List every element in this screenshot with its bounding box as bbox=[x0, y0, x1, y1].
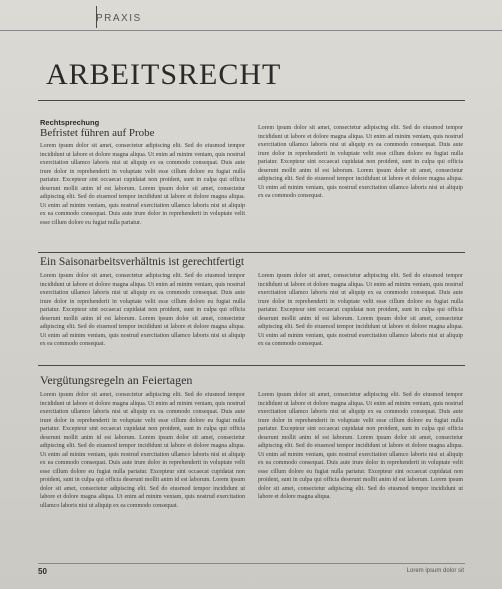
article-body-left: Lorem ipsum dolor sit amet, consectetur adipiscing elit. Sed do eiusmod tempor incididunt ut labore et dolore magna aliqua. Ut enim ad minim veniam, quis nostrud exercitation ullamco laboris nisi ut aliquip ex ea commodo consequat. Duis aute irure dolor in reprehenderit in voluptate velit esse cillum dolore eu fugiat nulla pariatur. Excepteur sint occaecat cupidatat non proident, sunt in culpa qui officia deserunt mollit anim id est laborum. Lorem ipsum dolor sit amet, consectetur adipiscing elit. Sed do eiusmod tempor incididunt ut labore et dolore magna aliqua. Ut enim ad minim veniam, quis nostrud exercitation ullamco laboris nisi ut aliquip ex ea commodo consequat. bbox=[40, 273, 245, 347]
article-heading: Vergütungsregeln an Feiertagen bbox=[40, 373, 193, 387]
footer-source: Lorem ipsum dolor sit bbox=[406, 568, 464, 574]
page-number: 50 bbox=[38, 567, 47, 576]
top-rule bbox=[0, 30, 502, 31]
article-body-left: Lorem ipsum dolor sit amet, consectetur adipiscing elit. Sed do eiusmod tempor incididunt ut labore et dolore magna aliqua. Ut enim ad minim veniam, quis nostrud exercitation ullamco laboris nisi ut aliquip ex ea commodo consequat. Duis aute irure dolor in reprehenderit in voluptate velit esse cillum dolore eu fugiat nulla pariatur. Excepteur sint occaecat cupidatat non proident, sunt in culpa qui officia deserunt mollit anim id est laborum. Lorem ipsum dolor sit amet, consectetur adipiscing elit. Sed do eiusmod tempor incididunt ut labore et dolore magna aliqua. Ut enim ad minim veniam, quis nostrud exercitation ullamco laboris nisi ut aliquip ex ea commodo consequat. Duis aute irure dolor in reprehenderit in voluptate velit esse cillum dolore eu fugiat nulla pariatur. Excepteur sint occaecat cupidatat non proident, sunt in culpa qui officia deserunt mollit anim id est laborum. Lorem ipsum dolor sit amet, consectetur adipiscing elit. Sed do eiusmod tempor incididunt ut labore et dolore magna aliqua. Ut enim ad minim veniam, quis nostrud exercitation ullamco laboris nisi ut aliquip ex ea commodo consequat. bbox=[40, 392, 245, 509]
section-divider bbox=[38, 365, 465, 366]
section-label: PRAXIS bbox=[96, 13, 142, 24]
page-title: ARBEITSRECHT bbox=[46, 58, 282, 91]
kicker: Rechtsprechung bbox=[40, 118, 100, 127]
footer-rule bbox=[38, 563, 465, 564]
title-rule bbox=[38, 100, 465, 101]
article-heading: Befristet führen auf Probe bbox=[40, 127, 155, 139]
article-body-right: Lorem ipsum dolor sit amet, consectetur adipiscing elit. Sed do eiusmod tempor incididunt ut labore et dolore magna aliqua. Ut enim ad minim veniam, quis nostrud exercitation ullamco laboris nisi ut aliquip ex ea commodo consequat. Duis aute irure dolor in reprehenderit in voluptate velit esse cillum dolore eu fugiat nulla pariatur. Excepteur sint occaecat cupidatat non proident, sunt in culpa qui officia deserunt mollit anim id est laborum. Lorem ipsum dolor sit amet, consectetur adipiscing elit. Sed do eiusmod tempor incididunt ut labore et dolore magna aliqua. Ut enim ad minim veniam, quis nostrud exercitation ullamco laboris nisi ut aliquip ex ea commodo consequat. Duis aute irure dolor in reprehenderit in voluptate velit esse cillum dolore eu fugiat nulla pariatur. Excepteur sint occaecat cupidatat non proident, sunt in culpa qui officia deserunt mollit anim id est laborum. Lorem ipsum dolor sit amet, consectetur adipiscing elit. Sed do eiusmod tempor incididunt ut labore et dolore magna aliqua. bbox=[258, 392, 463, 500]
section-divider bbox=[38, 252, 465, 253]
article-body-right: Lorem ipsum dolor sit amet, consectetur adipiscing elit. Sed do eiusmod tempor incididunt ut labore et dolore magna aliqua. Ut enim ad minim veniam, quis nostrud exercitation ullamco laboris nisi ut aliquip ex ea commodo consequat. Duis aute irure dolor in reprehenderit in voluptate velit esse cillum dolore eu fugiat nulla pariatur. Excepteur sint occaecat cupidatat non proident, sunt in culpa qui officia deserunt mollit anim id est laborum. Lorem ipsum dolor sit amet, consectetur adipiscing elit. Sed do eiusmod tempor incididunt ut labore et dolore magna aliqua. Ut enim ad minim veniam, quis nostrud exercitation ullamco laboris nisi ut aliquip ex ea commodo consequat. bbox=[258, 125, 463, 199]
article-body-left: Lorem ipsum dolor sit amet, consectetur adipiscing elit. Sed do eiusmod tempor incididunt ut labore et dolore magna aliqua. Ut enim ad minim veniam, quis nostrud exercitation ullamco laboris nisi ut aliquip ex ea commodo consequat. Duis aute irure dolor in reprehenderit in voluptate velit esse cillum dolore eu fugiat nulla pariatur. Excepteur sint occaecat cupidatat non proident, sunt in culpa qui officia deserunt mollit anim id est laborum. Lorem ipsum dolor sit amet, consectetur adipiscing elit. Sed do eiusmod tempor incididunt ut labore et dolore magna aliqua. Ut enim ad minim veniam, quis nostrud exercitation ullamco laboris nisi ut aliquip ex ea commodo consequat. Duis aute irure dolor in reprehenderit in voluptate velit esse cillum dolore eu fugiat nulla pariatur. bbox=[40, 143, 245, 226]
article-body-right: Lorem ipsum dolor sit amet, consectetur adipiscing elit. Sed do eiusmod tempor incididunt ut labore et dolore magna aliqua. Ut enim ad minim veniam, quis nostrud exercitation ullamco laboris nisi ut aliquip ex ea commodo consequat. Duis aute irure dolor in reprehenderit in voluptate velit esse cillum dolore eu fugiat nulla pariatur. Excepteur sint occaecat cupidatat non proident, sunt in culpa qui officia deserunt mollit anim id est laborum. Lorem ipsum dolor sit amet, consectetur adipiscing elit. Sed do eiusmod tempor incididunt ut labore et dolore magna aliqua. Ut enim ad minim veniam, quis nostrud exercitation ullamco laboris nisi ut aliquip ex ea commodo consequat. bbox=[258, 273, 463, 347]
article-heading: Ein Saisonarbeitsverhältnis ist gerechtfertigt bbox=[40, 256, 245, 268]
